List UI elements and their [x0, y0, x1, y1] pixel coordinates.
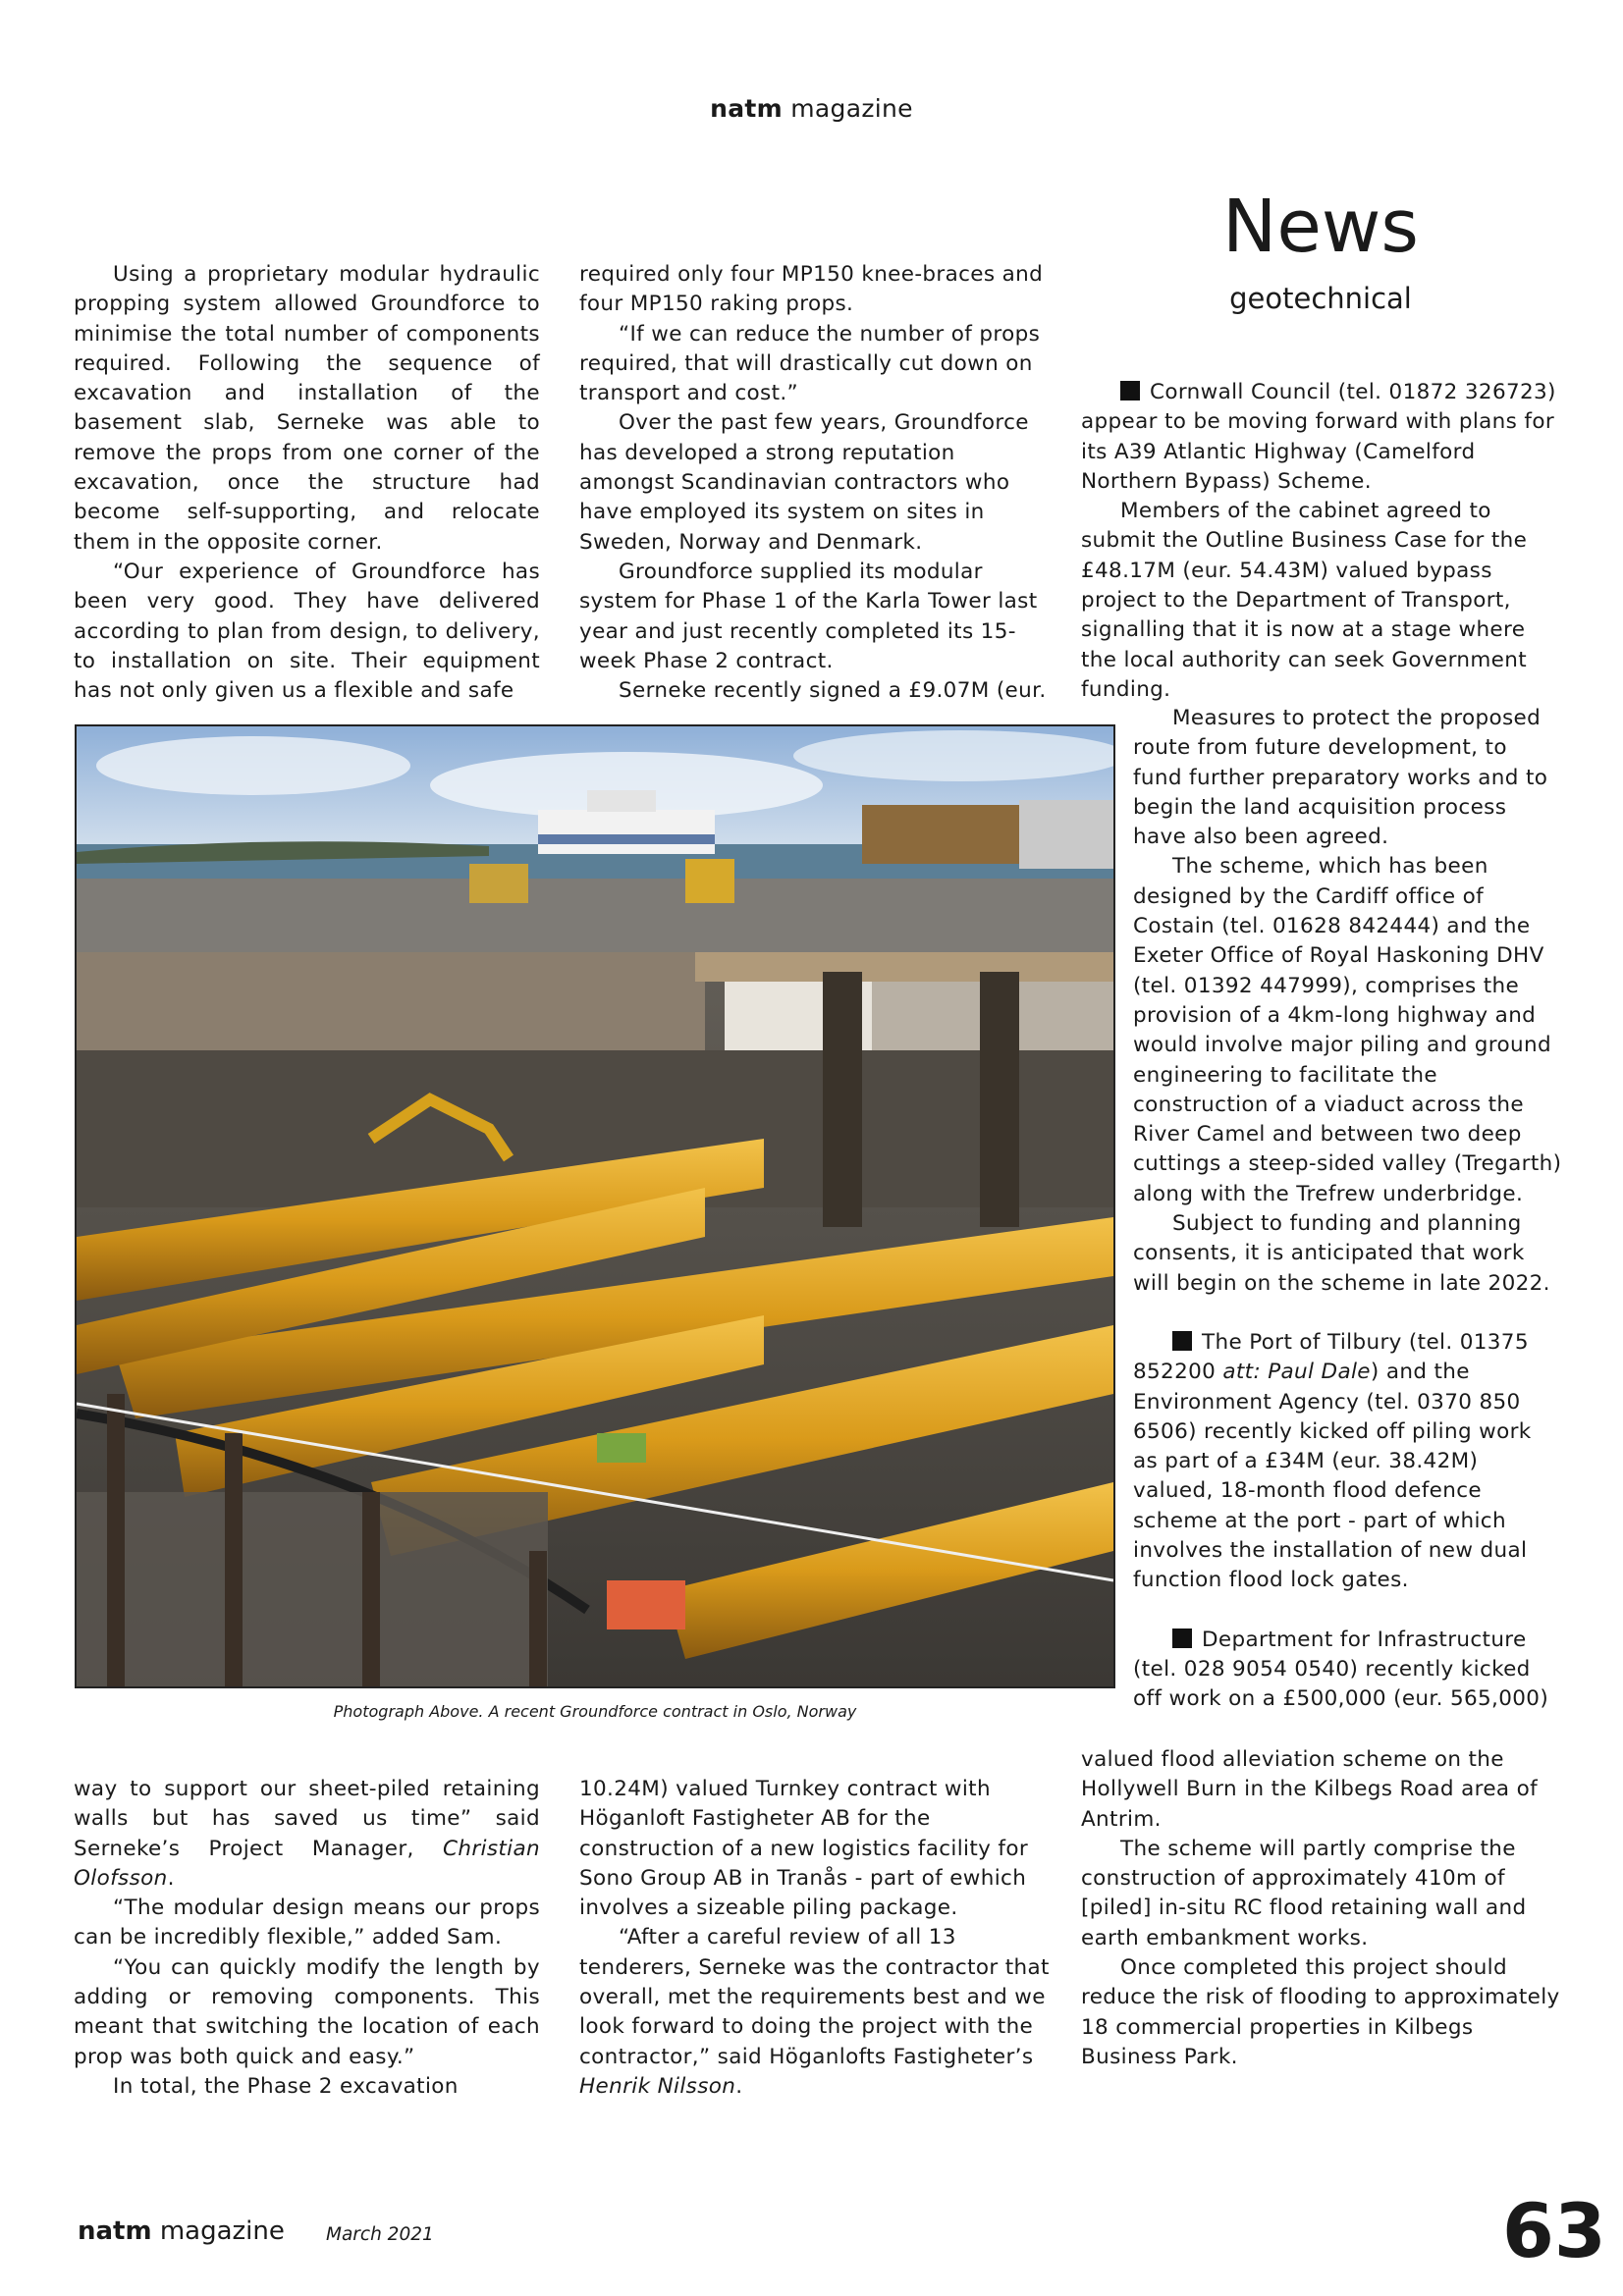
paragraph: “If we can reduce the number of props required, that will drastically cut down on transport and cost.”: [579, 321, 1041, 406]
column-3-cornwall-continued: [1133, 704, 1562, 1715]
column-3-dfi-continued: [1081, 1745, 1562, 2072]
paragraph: “You can quickly modify the length by adding or removing components. This meant that switching the location of each prop was both quick and easy.”: [74, 1954, 540, 2069]
column-1-top: [74, 260, 540, 706]
news-item-cornwall: Cornwall Council (tel. 01872 326723) appear to be moving forward with plans for its A39 Atlantic Highway (Camelford Northern Bypass) Scheme.: [1081, 380, 1556, 494]
paragraph: Once completed this project should reduce the risk of flooding to approximately 18 commercial properties in Kilbegs Business Park.: [1081, 1955, 1560, 2069]
section-title: News: [1222, 185, 1419, 269]
paragraph: “The modular design means our props can be incredibly flexible,” added Sam.: [74, 1896, 540, 1950]
paragraph: Subject to funding and planning consents, it is anticipated that work will begin on the scheme in late 2022.: [1133, 1211, 1550, 1296]
footer-brand: natm magazine: [78, 2216, 285, 2246]
paragraph: Using a proprietary modular hydraulic propping system allowed Groundforce to minimise the total number of components required. Following the sequence of excavation and installation of the basement slab, Serneke was able to remove the props from one corner of the excavation, once the structure had become self-supporting, and relocate them in the opposite corner.: [74, 262, 540, 555]
page-number: 63: [1502, 2187, 1606, 2274]
paragraph: Measures to protect the proposed route from future development, to fund further preparatory works and to begin the land acquisition process have also been agreed.: [1133, 706, 1548, 850]
bullet-square-icon: [1172, 1629, 1192, 1648]
site-photograph: [75, 724, 1115, 1688]
paragraph: 10.24M) valued Turnkey contract with Höganloft Fastigheter AB for the construction of a new logistics facility for Sono Group AB in Tranås - part of ewhich involves a sizeable piling package.: [579, 1777, 1029, 1921]
paragraph: Over the past few years, Groundforce has developed a strong reputation amongst Scandinavian contractors who have employed its system on sites in Sweden, Norway and Denmark.: [579, 410, 1029, 555]
photo-caption: Photograph Above. A recent Groundforce contract in Oslo, Norway: [333, 1702, 857, 1721]
column-3-cornwall: [1081, 378, 1562, 705]
paragraph: “Our experience of Groundforce has been very good. They have delivered according to plan from design, to delivery, to installation on site. Their equipment has not only given us a flexible and safe: [74, 559, 540, 704]
paragraph: The scheme will partly comprise the construction of approximately 410m of [piled] in-situ RC flood retaining wall and earth embankment works.: [1081, 1836, 1527, 1950]
bullet-square-icon: [1172, 1331, 1192, 1351]
paragraph: Serneke recently signed a £9.07M (eur.: [619, 678, 1047, 704]
paragraph: way to support our sheet-piled retaining walls but has saved us time” said Serneke’s Project Manager, Christian Olofsson.: [74, 1777, 540, 1891]
paragraph: required only four MP150 knee-braces and four MP150 raking props.: [579, 262, 1044, 317]
column-1-bottom: [74, 1775, 540, 2102]
paragraph: In total, the Phase 2 excavation: [113, 2073, 459, 2099]
news-item-dfi: Department for Infrastructure (tel. 028 9054 0540) recently kicked off work on a £500,000 (eur. 565,000): [1133, 1627, 1549, 1712]
section-subtitle: geotechnical: [1229, 282, 1412, 315]
header-brand-rest: magazine: [783, 94, 913, 123]
paragraph: “After a careful review of all 13 tenderers, Serneke was the contractor that overall, met the requirements best and we look forward to doing the project with the contractor,” said Höganlofts Fastigheter’s Henrik Nilsson.: [579, 1925, 1050, 2099]
paragraph: Members of the cabinet agreed to submit the Outline Business Case for the £48.17M (eur. 54.43M) valued bypass project to the Department of Transport, signalling that it is now at a stage where the local authority can seek Government funding.: [1081, 499, 1528, 702]
news-item-tilbury: The Port of Tilbury (tel. 01375 852200 att: Paul Dale) and the Environment Agency (tel. 0370 850 6506) recently kicked off piling work as part of a £34M (eur. 38.42M) valued, 18-month flood defence scheme at the port - part of which involves the installation of new dual function flood lock gates.: [1133, 1329, 1532, 1593]
bullet-square-icon: [1120, 381, 1140, 400]
column-2-top: [579, 260, 1056, 706]
header-brand-bold: natm: [710, 94, 784, 123]
running-header: [0, 94, 1623, 123]
paragraph: Groundforce supplied its modular system for Phase 1 of the Karla Tower last year and just recently completed its 15-week Phase 2 contract.: [579, 559, 1038, 673]
footer-date: March 2021: [326, 2224, 434, 2245]
paragraph: The scheme, which has been designed by the Cardiff office of Costain (tel. 01628 842444) and the Exeter Office of Royal Haskoning DHV (tel. 01392 447999), comprises the provision of a 4km-long highway and would involve major piling and ground engineering to facilitate the construction of a viaduct across the River Camel and between two deep cuttings a steep-sided valley (Tregarth) along with the Trefrew underbridge.: [1133, 854, 1562, 1206]
paragraph: valued flood alleviation scheme on the Hollywell Burn in the Kilbegs Road area of Antrim.: [1081, 1747, 1539, 1832]
column-2-bottom: [579, 1775, 1056, 2102]
